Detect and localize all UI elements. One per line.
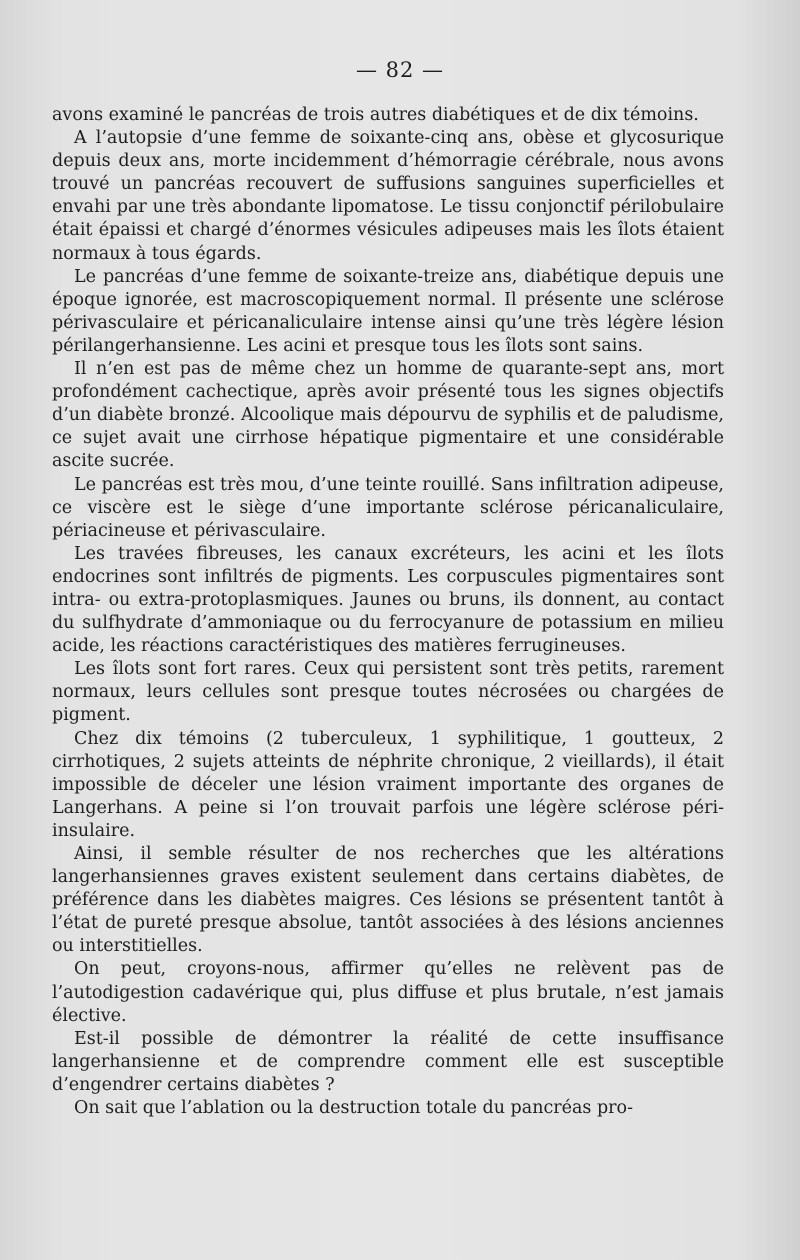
paragraph-2: A l’autopsie d’une femme de soixante-cinq ans, obèse et glycosurique depuis deux ans, morte incidemment d’hémorragie cérébrale, nous avons trouvé un pancréas recouvert de suffusions sanguines superficielles et envahi par une très abondante lipomatose. Le tissu conjonctif périlobulaire était épaissi et chargé d’énormes vésicules adipeuses mais les îlots étaient normaux à tous égards. [52,128,724,264]
paragraph-9: Ainsi, il semble résulter de nos recherches que les altérations langerhansiennes graves existent seulement dans certains diabètes, de préférence dans les diabètes maigres. Ces lésions se présentent tantôt à l’état de pureté presque absolue, tantôt associées à des lésions anciennes ou interstitielles. [52,844,724,957]
paragraph-8: Chez dix témoins (2 tuberculeux, 1 syphilitique, 1 goutteux, 2 cirrhotiques, 2 sujets atteints de néphrite chronique, 2 vieillards), il était impossible de déceler une lésion vraiment importante des organes de Langerhans. A peine si l’on trouvait parfois une légère sclérose péri-insulaire. [52,728,724,841]
paragraph-4: Il n’en est pas de même chez un homme de quarante-sept ans, mort profondément cachectique, après avoir présenté tous les signes objectifs d’un diabète bronzé. Alcoolique mais dépourvu de syphilis et de paludisme, ce sujet avait une cirrhose hépatique pigmentaire et une considérable ascite sucrée. [52,359,724,472]
paragraph-1: avons examiné le pancréas de trois autres diabétiques et de dix témoins. [52,105,699,125]
paragraph-6: Les travées fibreuses, les canaux excréteurs, les acini et les îlots endocrines sont infiltrés de pigments. Les corpuscules pigmentaires sont intra- ou extra-protoplasmiques. Jaunes ou bruns, ils donnent, au contact du sulfhydrate d’ammoniaque ou du ferrocyanure de potassium en milieu acide, les réactions caractéristiques des matières ferrugineuses. [52,543,724,657]
paragraph-3: Le pancréas d’une femme de soixante-treize ans, diabétique depuis une époque ignorée, est macroscopiquement normal. Il présente une sclérose périvasculaire et péricanaliculaire intense ainsi qu’une très légère lésion périlangerhansienne. Les acini et presque tous les îlots sont sains. [52,266,724,356]
paragraph-7: Les îlots sont fort rares. Ceux qui persistent sont très petits, rarement normaux, leurs cellules sont presque toutes nécrosées ou chargées de pigment. [52,659,724,726]
page-number: — 82 — [355,58,445,82]
paragraph-5: Le pancréas est très mou, d’une teinte rouillé. Sans infiltration adipeuse, ce viscère est le siège d’une importante sclérose péricanaliculaire, périacineuse et périvasculaire. [52,474,724,541]
paragraph-11: Est-il possible de démontrer la réalité de cette insuffisance langerhansienne et de comprendre comment elle est susceptible d’engendrer certains diabètes ? [52,1028,724,1095]
body-text [52,104,724,1120]
paragraph-10: On peut, croyons-nous, affirmer qu’elles ne relèvent pas de l’autodigestion cadavérique qui, plus diffuse et plus brutale, n’est jamais élective. [52,959,724,1026]
paragraph-12: On sait que l’ablation ou la destruction totale du pancréas pro- [74,1098,633,1119]
